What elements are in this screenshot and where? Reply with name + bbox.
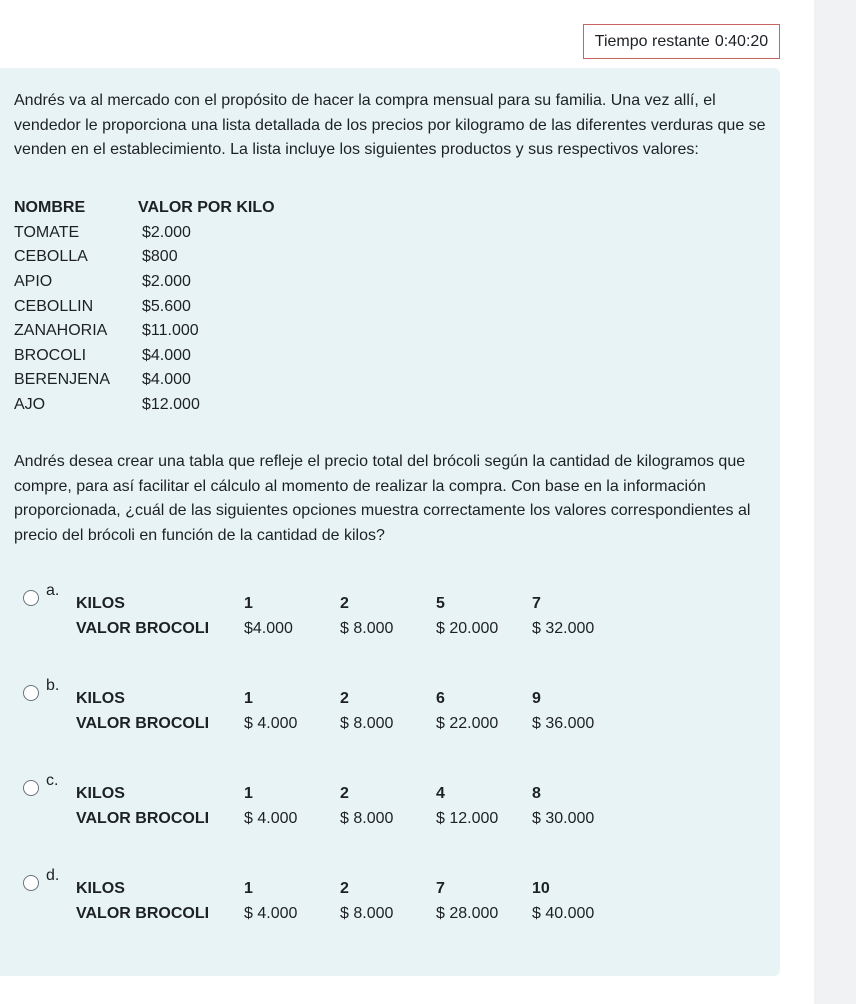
valor-row bbox=[76, 807, 628, 832]
kilos-value: 4 bbox=[436, 785, 445, 803]
kilos-value: 1 bbox=[244, 880, 253, 898]
product-name: CEBOLLIN bbox=[14, 297, 94, 315]
kilos-value: 7 bbox=[532, 595, 541, 613]
kilos-value: 7 bbox=[436, 880, 445, 898]
price-table bbox=[14, 196, 318, 417]
valor-value: $ 28.000 bbox=[436, 904, 499, 922]
valor-value: $ 32.000 bbox=[532, 619, 595, 637]
valor-value: $ 40.000 bbox=[532, 904, 595, 922]
kilos-value: 2 bbox=[340, 880, 349, 898]
kilos-label: KILOS bbox=[76, 595, 125, 613]
valor-value: $ 12.000 bbox=[436, 809, 499, 827]
kilos-value: 2 bbox=[340, 785, 349, 803]
radio-option-d[interactable] bbox=[23, 875, 39, 891]
kilos-value: 8 bbox=[532, 785, 541, 803]
price-row bbox=[14, 221, 318, 246]
radio-option-c[interactable] bbox=[23, 780, 39, 796]
answer-option-a[interactable] bbox=[0, 582, 780, 652]
option-table bbox=[76, 782, 628, 831]
valor-row bbox=[76, 902, 628, 927]
product-name: AJO bbox=[14, 396, 46, 414]
valor-value: $ 30.000 bbox=[532, 809, 595, 827]
question-prompt: Andrés desea crear una tabla que refleje el precio total del brócoli según la cantidad de kilogramos que compre, para así facilitar el cálculo al momento de realizar la compra. Con base en la información proporcionada, ¿cuál de las siguientes opciones muestra correctamente los valores correspondientes al precio del brócoli en función de la cantidad de kilos? bbox=[14, 453, 751, 544]
radio-option-b[interactable] bbox=[23, 685, 39, 701]
valor-value: $ 8.000 bbox=[340, 904, 394, 922]
option-table bbox=[76, 592, 628, 641]
kilos-value: 10 bbox=[532, 880, 550, 898]
kilos-value: 9 bbox=[532, 690, 541, 708]
kilos-value: 2 bbox=[340, 595, 349, 613]
product-name: TOMATE bbox=[14, 223, 80, 241]
valor-label: VALOR BROCOLI bbox=[76, 904, 210, 922]
valor-value: $ 22.000 bbox=[436, 714, 499, 732]
valor-row bbox=[76, 712, 628, 737]
option-letter: b. bbox=[46, 677, 60, 694]
answer-option-d[interactable] bbox=[0, 867, 780, 937]
question-panel bbox=[0, 68, 780, 976]
timer-value: 0:40:20 bbox=[714, 32, 769, 50]
valor-value: $ 4.000 bbox=[244, 809, 298, 827]
option-letter: a. bbox=[46, 582, 60, 599]
header-nombre: NOMBRE bbox=[14, 199, 86, 217]
answer-option-b[interactable] bbox=[0, 677, 780, 747]
kilos-label: KILOS bbox=[76, 880, 125, 898]
price-row bbox=[14, 270, 318, 295]
valor-label: VALOR BROCOLI bbox=[76, 619, 210, 637]
timer-label: Tiempo restante bbox=[594, 32, 710, 50]
product-name: APIO bbox=[14, 273, 53, 291]
answer-option-c[interactable] bbox=[0, 772, 780, 842]
option-table bbox=[76, 877, 628, 926]
kilos-value: 6 bbox=[436, 690, 445, 708]
price-row bbox=[14, 393, 318, 418]
right-rail bbox=[814, 0, 856, 1004]
kilos-label: KILOS bbox=[76, 785, 125, 803]
valor-label: VALOR BROCOLI bbox=[76, 714, 210, 732]
product-price: $2.000 bbox=[142, 273, 191, 291]
product-name: ZANAHORIA bbox=[14, 322, 108, 340]
option-table bbox=[76, 687, 628, 736]
kilos-row bbox=[76, 877, 628, 902]
product-name: CEBOLLA bbox=[14, 248, 88, 266]
product-name: BERENJENA bbox=[14, 371, 111, 389]
question-intro: Andrés va al mercado con el propósito de hacer la compra mensual para su familia. Una vez allí, el vendedor le proporciona una lista detallada de los precios por kilogramo de las diferentes verduras que se venden en el establecimiento. La lista incluye los siguientes productos y sus respectivos valores: bbox=[14, 92, 766, 158]
product-price: $5.600 bbox=[142, 297, 191, 315]
product-name: BROCOLI bbox=[14, 346, 87, 364]
kilos-row bbox=[76, 687, 628, 712]
product-price: $11.000 bbox=[142, 322, 199, 340]
valor-value: $ 8.000 bbox=[340, 809, 394, 827]
price-row bbox=[14, 245, 318, 270]
product-price: $2.000 bbox=[142, 223, 191, 241]
valor-value: $ 8.000 bbox=[340, 714, 394, 732]
product-price: $800 bbox=[142, 248, 178, 266]
price-row bbox=[14, 344, 318, 369]
option-letter: c. bbox=[46, 772, 59, 789]
price-row bbox=[14, 294, 318, 319]
price-table-header bbox=[14, 196, 318, 221]
valor-value: $ 8.000 bbox=[340, 619, 394, 637]
kilos-row bbox=[76, 782, 628, 807]
option-letter: d. bbox=[46, 867, 60, 884]
valor-label: VALOR BROCOLI bbox=[76, 809, 210, 827]
price-row bbox=[14, 319, 318, 344]
radio-option-a[interactable] bbox=[23, 590, 39, 606]
valor-value: $ 4.000 bbox=[244, 904, 298, 922]
kilos-value: 1 bbox=[244, 785, 253, 803]
valor-value: $ 4.000 bbox=[244, 714, 298, 732]
kilos-value: 2 bbox=[340, 690, 349, 708]
kilos-label: KILOS bbox=[76, 690, 125, 708]
product-price: $12.000 bbox=[142, 396, 200, 414]
kilos-row bbox=[76, 592, 628, 617]
product-price: $4.000 bbox=[142, 346, 191, 364]
product-price: $4.000 bbox=[142, 371, 191, 389]
valor-value: $ 20.000 bbox=[436, 619, 499, 637]
valor-row bbox=[76, 617, 628, 642]
kilos-value: 5 bbox=[436, 595, 445, 613]
price-row bbox=[14, 368, 318, 393]
time-remaining-box bbox=[583, 24, 780, 59]
header-valor-por-kilo: VALOR POR KILO bbox=[138, 199, 275, 217]
kilos-value: 1 bbox=[244, 690, 253, 708]
valor-value: $ 36.000 bbox=[532, 714, 595, 732]
kilos-value: 1 bbox=[244, 595, 253, 613]
valor-value: $4.000 bbox=[244, 619, 293, 637]
